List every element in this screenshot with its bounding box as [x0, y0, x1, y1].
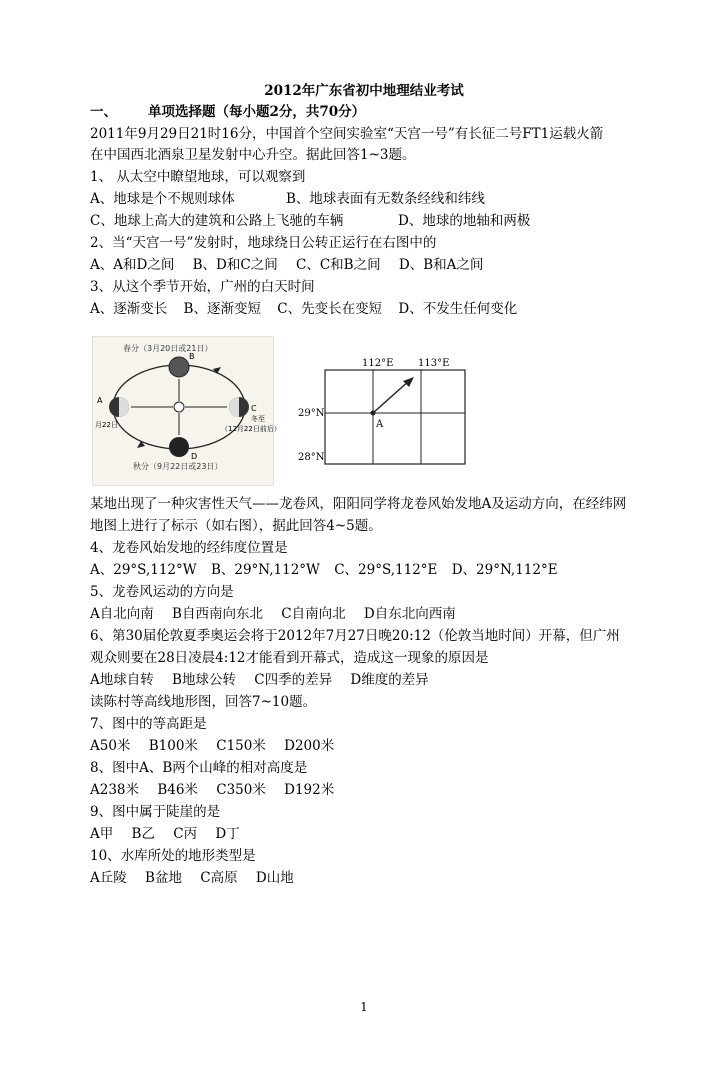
label-b: B — [189, 352, 195, 361]
orbit-diagram — [93, 337, 281, 485]
orbit-arrow-icon — [213, 367, 221, 374]
q4-stem: 4、龙卷风始发地的经纬度位置是 — [90, 540, 288, 556]
passage3: 读陈村等高线地形图，回答7~10题。 — [90, 694, 317, 710]
q8-option-c: C350米 — [216, 782, 266, 798]
earth-d-icon — [169, 437, 189, 457]
q10-stem: 10、水库所处的地形类型是 — [90, 848, 256, 864]
q9-option-b: B乙 — [131, 826, 155, 842]
q1-option-c: C、地球上高大的建筑和公路上飞驰的车辆 — [90, 213, 344, 229]
section-number: 一、 — [90, 104, 117, 120]
q9-option-a: A甲 — [90, 826, 114, 842]
q6-option-b: B地球公转 — [172, 672, 236, 688]
q7-option-a: A50米 — [90, 738, 131, 754]
q7-options — [90, 737, 348, 755]
sun-icon — [174, 402, 184, 412]
q3-option-c: C、先变长在变短 — [277, 301, 383, 317]
grid-border — [325, 370, 465, 464]
q3-options — [90, 300, 531, 318]
q6-option-c: C四季的差异 — [254, 672, 333, 688]
q6-options — [90, 671, 443, 689]
page-title: 2012年广东省初中地理结业考试 — [264, 83, 464, 99]
q4-options — [90, 561, 572, 579]
intro-line-2: 在中国西北酒泉卫星发射中心升空。据此回答1~3题。 — [90, 147, 416, 163]
q5-option-a: A自北向南 — [90, 606, 154, 622]
section-heading — [90, 103, 365, 121]
q8-options — [90, 781, 348, 799]
earth-a-lit — [119, 397, 129, 417]
q1-options-row1 — [90, 190, 485, 208]
lon-112-label: 112°E — [362, 358, 394, 369]
q4-option-c: C、29°S,112°E — [334, 562, 438, 578]
q4-option-b: B、29°N,112°W — [210, 562, 320, 578]
q10-option-b: B盆地 — [145, 870, 182, 886]
q10-option-a: A丘陵 — [90, 870, 127, 886]
summer-date: 月22日 — [95, 421, 118, 429]
q9-option-c: C丙 — [173, 826, 198, 842]
q3-option-a: A、逐渐变长 — [90, 301, 168, 317]
q2-option-a: A、A和D之间 — [90, 257, 175, 273]
q10-option-d: D山地 — [255, 870, 294, 886]
q1-option-a: A、地球是个不规则球体 — [90, 191, 235, 207]
q9-stem: 9、图中属于陡崖的是 — [90, 804, 221, 820]
q10-options — [90, 869, 308, 887]
q9-options — [90, 825, 254, 843]
point-a-dot — [371, 411, 376, 416]
q8-option-b: B46米 — [157, 782, 198, 798]
passage2-line-2: 地图上进行了标示（如右图），据此回答4~5题。 — [90, 518, 382, 534]
q7-option-c: C150米 — [216, 738, 266, 754]
q5-stem: 5、龙卷风运动的方向是 — [90, 584, 234, 600]
winter-label: 冬至 — [251, 415, 265, 423]
q3-option-d: D、不发生任何变化 — [398, 301, 518, 317]
q5-option-d: D自东北向西南 — [363, 606, 456, 622]
orbit-figure — [92, 336, 281, 486]
spring-equinox-label: 春分（3月20日或21日） — [123, 344, 213, 353]
lon-113-label: 113°E — [418, 358, 450, 369]
autumn-equinox-label: 秋分（9月22日或23日） — [133, 462, 223, 471]
winter-date: （12月22日前后） — [221, 425, 281, 433]
q2-stem: 2、当“天宫一号”发射时，地球绕日公转正运行在右图中的 — [90, 235, 437, 251]
earth-c-lit — [229, 397, 239, 417]
q7-option-d: D200米 — [284, 738, 335, 754]
q3-option-b: B、逐渐变短 — [183, 301, 261, 317]
label-a: A — [97, 396, 103, 405]
page-number: 1 — [360, 1000, 368, 1014]
q8-stem: 8、图中A、B两个山峰的相对高度是 — [90, 760, 308, 776]
q7-option-b: B100米 — [148, 738, 198, 754]
q10-option-c: C高原 — [200, 870, 238, 886]
q1-stem: 1、 从太空中瞭望地球，可以观察到 — [90, 169, 306, 185]
q3-stem: 3、从这个季节开始，广州的白天时间 — [90, 279, 315, 295]
lat-28-label: 28°N — [298, 452, 325, 463]
lat-29-label: 29°N — [298, 408, 325, 419]
q2-options — [90, 256, 497, 274]
grid-figure — [290, 350, 480, 486]
q8-option-d: D192米 — [284, 782, 335, 798]
q5-options — [90, 605, 470, 623]
point-a-label: A — [376, 419, 384, 430]
label-c: C — [251, 404, 257, 413]
q4-option-a: A、29°S,112°W — [90, 562, 197, 578]
q4-option-d: D、29°N,112°E — [451, 562, 558, 578]
q7-stem: 7、图中的等高距是 — [90, 716, 207, 732]
grid-diagram — [290, 350, 480, 486]
label-d: D — [191, 452, 198, 461]
q5-option-b: B自西南向东北 — [172, 606, 263, 622]
q6-option-d: D维度的差异 — [350, 672, 429, 688]
q2-option-c: C、C和B之间 — [296, 257, 381, 273]
q6-stem-1: 6、第30届伦敦夏季奥运会将于2012年7月27日晚20:12（伦敦当地时间）开幕，但广州 — [90, 628, 620, 644]
intro-line-1: 2011年9月29日21时16分，中国首个空间实验室“天宫一号”有长征二号FT1运载火箭 — [90, 126, 604, 142]
q2-option-b: B、D和C之间 — [192, 257, 278, 273]
passage2-line-1: 某地出现了一种灾害性天气——龙卷风，阳阳同学将龙卷风始发地A及运动方向，在经纬网 — [90, 496, 627, 512]
q5-option-c: C自南向北 — [281, 606, 346, 622]
q1-options-row2 — [90, 212, 530, 230]
q2-option-d: D、B和A之间 — [398, 257, 484, 273]
q1-option-b: B、地球表面有无数条经线和纬线 — [286, 191, 485, 207]
q6-option-a: A地球自转 — [90, 672, 154, 688]
tornado-direction-arrow — [373, 380, 410, 413]
q8-option-a: A238米 — [90, 782, 140, 798]
q6-stem-2: 观众则要在28日凌晨4:12才能看到开幕式，造成这一现象的原因是 — [90, 650, 489, 666]
section-label: 单项选择题（每小题2分，共70分） — [148, 104, 366, 120]
q1-option-d: D、地球的地轴和两极 — [398, 213, 531, 229]
q9-option-d: D丁 — [215, 826, 240, 842]
